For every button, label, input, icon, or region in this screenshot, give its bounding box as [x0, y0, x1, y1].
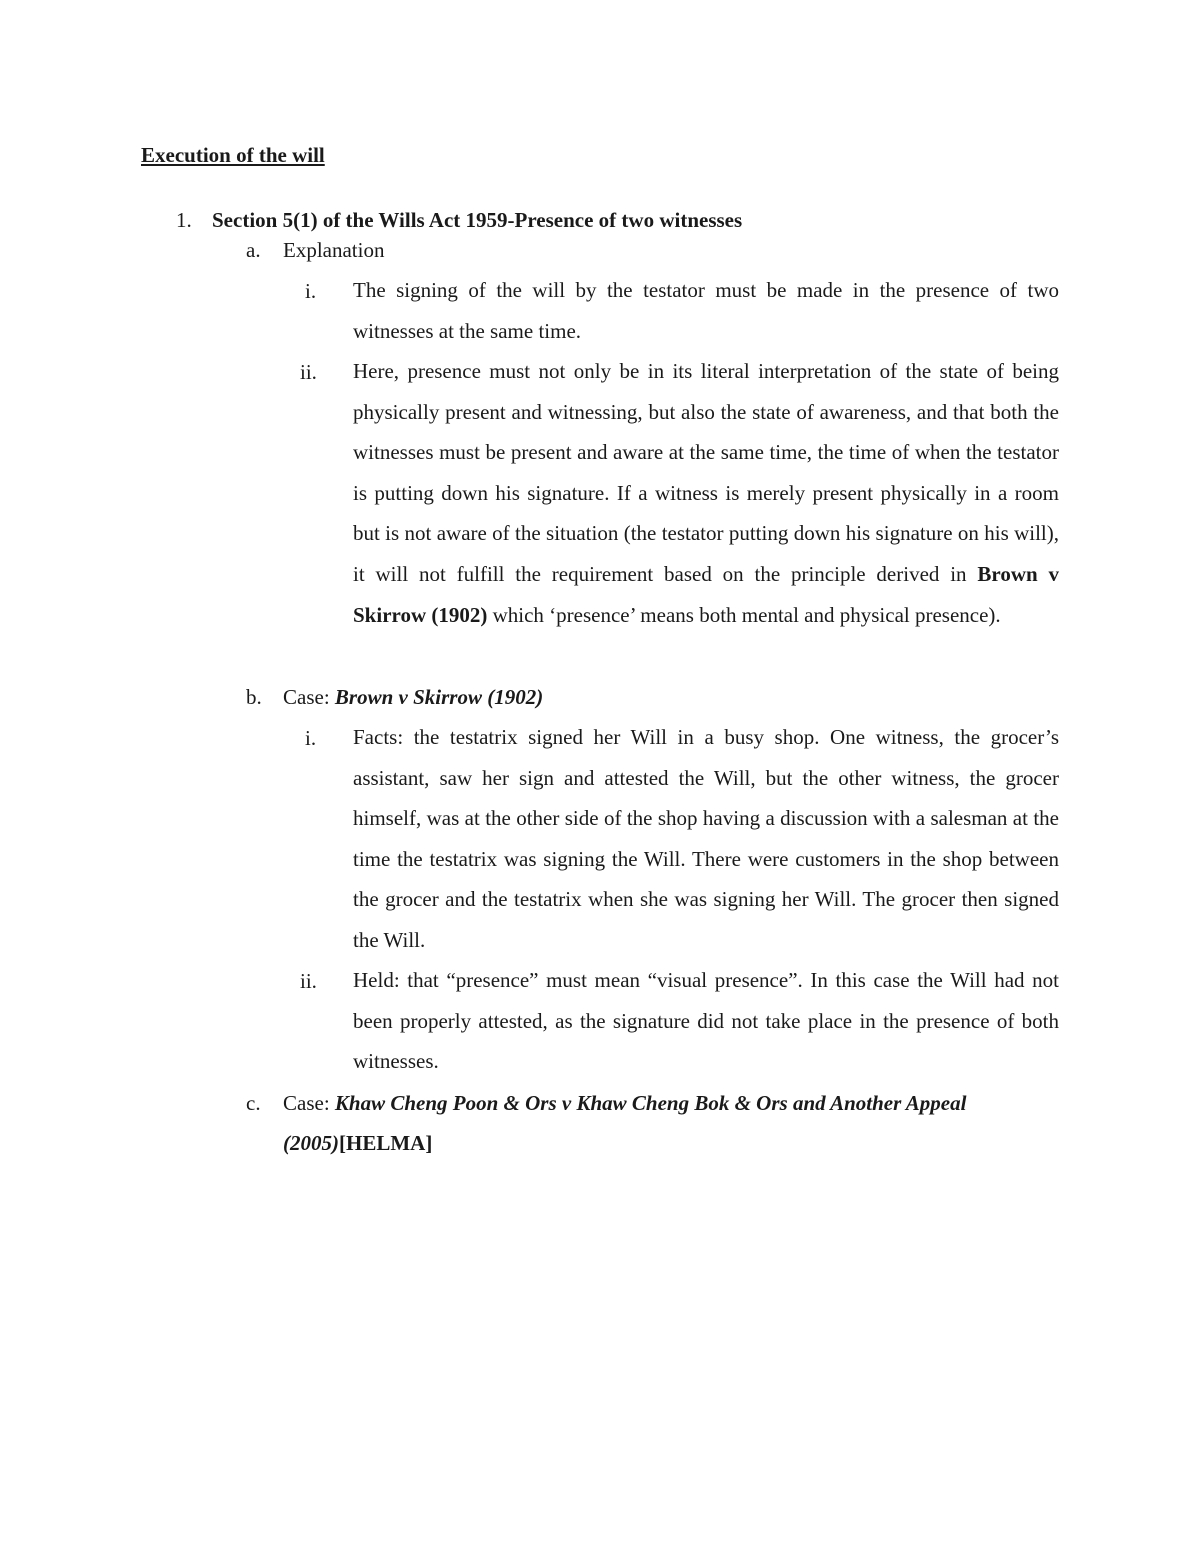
held-paragraph: Held: that “presence” must mean “visual presence”. In this case the Will had not been properly attested, as the signature did not take place in the presence of both witnesses.	[353, 968, 1059, 1074]
explanation-paragraph-2-tail: which ‘presence’ means both mental and physical presence).	[487, 602, 1001, 627]
explanation-paragraph-2	[353, 351, 1059, 635]
item-b-prefix: Case:	[283, 685, 335, 709]
page-title: Execution of the will	[141, 143, 325, 167]
explanation-paragraph-2-text: Here, presence must not only be in its literal interpretation of the state of being physically present and witnessing, but also the state of awareness, and that both the witnesses must be present and aware at the same time, the time of when the testator is putting down his signature. If a witness is merely present physically in a room but is not aware of the situation (the testator putting down his signature on his will), it will not fulfill the requirement based on the principle derived in	[353, 359, 1059, 586]
item-a-marker: a.	[246, 238, 261, 262]
section-heading	[212, 207, 742, 233]
item-a-label: Explanation	[283, 238, 385, 262]
item-c-tag: [HELMA]	[339, 1131, 433, 1155]
section-heading-text: Section 5(1) of the Wills Act 1959-Presence of two witnesses	[212, 208, 743, 232]
item-c-prefix: Case:	[283, 1091, 335, 1115]
item-b-marker: b.	[246, 685, 262, 709]
explanation-paragraph-1: The signing of the will by the testator must be made in the presence of two witnesses at the same time.	[353, 278, 1059, 343]
item-b-ii-marker: ii.	[300, 969, 317, 993]
item-c-marker: c.	[246, 1091, 261, 1115]
facts-paragraph: Facts: the testatrix signed her Will in a busy shop. One witness, the grocer’s assistant, saw her sign and attested the Will, but the other witness, the grocer himself, was at the other side of the shop having a discussion with a salesman at the time the testatrix was signing the Will. There were customers in the shop between the grocer and the testatrix when she was signing her Will. The grocer then signed the Will.	[353, 725, 1059, 952]
item-c-case-line-1	[283, 1090, 966, 1116]
item-c-case-name: Khaw Cheng Poon & Ors v Khaw Cheng Bok & Ors and Another Appeal	[334, 1091, 967, 1115]
item-b-i-marker: i.	[305, 726, 317, 750]
item-b-case-name: Brown v Skirrow (1902)	[334, 685, 544, 709]
item-1-marker: 1.	[176, 208, 192, 232]
item-a-ii-marker: ii.	[300, 360, 317, 384]
case-reference-bold: Brown v Skirrow (1902)	[353, 561, 1060, 627]
item-c-case-line-2	[283, 1130, 432, 1156]
item-a-i-marker: i.	[305, 279, 317, 303]
item-c-case-year: (2005)	[283, 1131, 339, 1155]
item-b-case-line	[283, 684, 543, 710]
